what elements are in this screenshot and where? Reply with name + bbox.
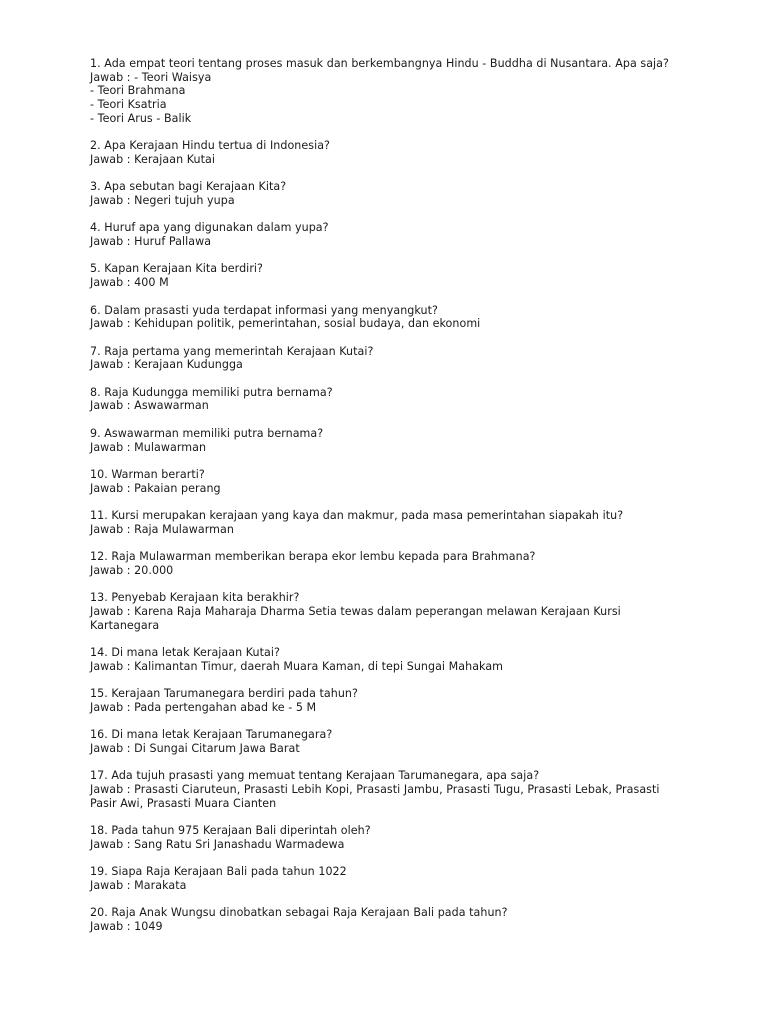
answer-text: Jawab : 20.000 bbox=[90, 563, 174, 577]
qa-item bbox=[90, 57, 730, 126]
answer-text: Jawab : Di Sungai Citarum Jawa Barat bbox=[90, 741, 300, 755]
qa-item bbox=[90, 221, 730, 248]
qa-item bbox=[90, 468, 730, 495]
question-text: 5. Kapan Kerajaan Kita berdiri? bbox=[90, 262, 263, 276]
qa-item bbox=[90, 550, 730, 577]
answer-text: Jawab : - Teori Waisya bbox=[90, 70, 212, 84]
question-text: 12. Raja Mulawarman memberikan berapa ekor lembu kepada para Brahmana? bbox=[90, 550, 536, 564]
answer-text: Jawab : Prasasti Ciaruteun, Prasasti Lebih Kopi, Prasasti Jambu, Prasasti Tugu, Prasasti Lebak, Prasasti bbox=[90, 783, 660, 797]
qa-item bbox=[90, 591, 730, 632]
answer-text: Kartanegara bbox=[90, 618, 160, 632]
qa-item bbox=[90, 728, 730, 755]
question-text: 19. Siapa Raja Kerajaan Bali pada tahun 1022 bbox=[90, 865, 347, 879]
answer-text: Jawab : Raja Mulawarman bbox=[90, 522, 234, 536]
question-text: 16. Di mana letak Kerajaan Tarumanegara? bbox=[90, 728, 333, 742]
qa-item bbox=[90, 386, 730, 413]
answer-text: - Teori Arus - Balik bbox=[90, 111, 192, 125]
answer-text: Jawab : Pakaian perang bbox=[90, 481, 221, 495]
answer-text: Jawab : Mulawarman bbox=[90, 440, 207, 454]
qa-item bbox=[90, 345, 730, 372]
qa-item bbox=[90, 906, 730, 933]
answer-text: Jawab : Kerajaan Kudungga bbox=[90, 358, 243, 372]
answer-text: Jawab : Marakata bbox=[90, 878, 187, 892]
answer-text: Jawab : Karena Raja Maharaja Dharma Setia tewas dalam peperangan melawan Kerajaan Kursi bbox=[90, 604, 621, 618]
question-text: 17. Ada tujuh prasasti yang memuat tentang Kerajaan Tarumanegara, apa saja? bbox=[90, 769, 540, 783]
answer-text: Jawab : 1049 bbox=[90, 920, 163, 933]
qa-item bbox=[90, 139, 730, 166]
question-text: 14. Di mana letak Kerajaan Kutai? bbox=[90, 646, 280, 660]
answer-text: Jawab : Kehidupan politik, pemerintahan, sosial budaya, dan ekonomi bbox=[90, 317, 481, 331]
question-text: 6. Dalam prasasti yuda terdapat informasi yang menyangkut? bbox=[90, 303, 438, 317]
qa-item bbox=[90, 509, 730, 536]
qa-item bbox=[90, 687, 730, 714]
answer-text: Jawab : Kerajaan Kutai bbox=[90, 152, 215, 166]
answer-text: Jawab : Sang Ratu Sri Janashadu Warmadewa bbox=[90, 837, 345, 851]
question-text: 9. Aswawarman memiliki putra bernama? bbox=[90, 426, 324, 440]
question-text: 1. Ada empat teori tentang proses masuk dan berkembangnya Hindu - Buddha di Nusantara. Apa saja? bbox=[90, 57, 669, 70]
question-text: 15. Kerajaan Tarumanegara berdiri pada tahun? bbox=[90, 687, 358, 701]
qa-item bbox=[90, 427, 730, 454]
answer-text: - Teori Brahmana bbox=[90, 84, 186, 98]
answer-text: Jawab : Pada pertengahan abad ke - 5 M bbox=[90, 700, 317, 714]
qa-item bbox=[90, 304, 730, 331]
qa-item bbox=[90, 646, 730, 673]
question-text: 7. Raja pertama yang memerintah Kerajaan Kutai? bbox=[90, 344, 374, 358]
question-text: 8. Raja Kudungga memiliki putra bernama? bbox=[90, 385, 333, 399]
question-text: 3. Apa sebutan bagi Kerajaan Kita? bbox=[90, 180, 287, 194]
answer-text: Jawab : 400 M bbox=[90, 276, 169, 290]
question-text: 4. Huruf apa yang digunakan dalam yupa? bbox=[90, 221, 329, 235]
answer-text: Jawab : Negeri tujuh yupa bbox=[90, 194, 235, 207]
question-text: 2. Apa Kerajaan Hindu tertua di Indonesia? bbox=[90, 139, 330, 153]
document-page bbox=[90, 57, 730, 947]
qa-item bbox=[90, 824, 730, 851]
answer-text: Jawab : Aswawarman bbox=[90, 399, 209, 413]
qa-item bbox=[90, 769, 730, 810]
qa-item bbox=[90, 180, 730, 207]
question-text: 10. Warman berarti? bbox=[90, 467, 205, 481]
qa-item bbox=[90, 865, 730, 892]
answer-text: Pasir Awi, Prasasti Muara Cianten bbox=[90, 796, 277, 810]
answer-text: Jawab : Kalimantan Timur, daerah Muara Kaman, di tepi Sungai Mahakam bbox=[90, 659, 504, 673]
answer-text: Jawab : Huruf Pallawa bbox=[90, 235, 212, 249]
question-text: 11. Kursi merupakan kerajaan yang kaya dan makmur, pada masa pemerintahan siapakah itu? bbox=[90, 509, 624, 523]
qa-item bbox=[90, 262, 730, 289]
answer-text: - Teori Ksatria bbox=[90, 98, 167, 112]
question-text: 20. Raja Anak Wungsu dinobatkan sebagai Raja Kerajaan Bali pada tahun? bbox=[90, 906, 508, 920]
question-text: 13. Penyebab Kerajaan kita berakhir? bbox=[90, 591, 300, 605]
question-text: 18. Pada tahun 975 Kerajaan Bali diperintah oleh? bbox=[90, 824, 371, 838]
